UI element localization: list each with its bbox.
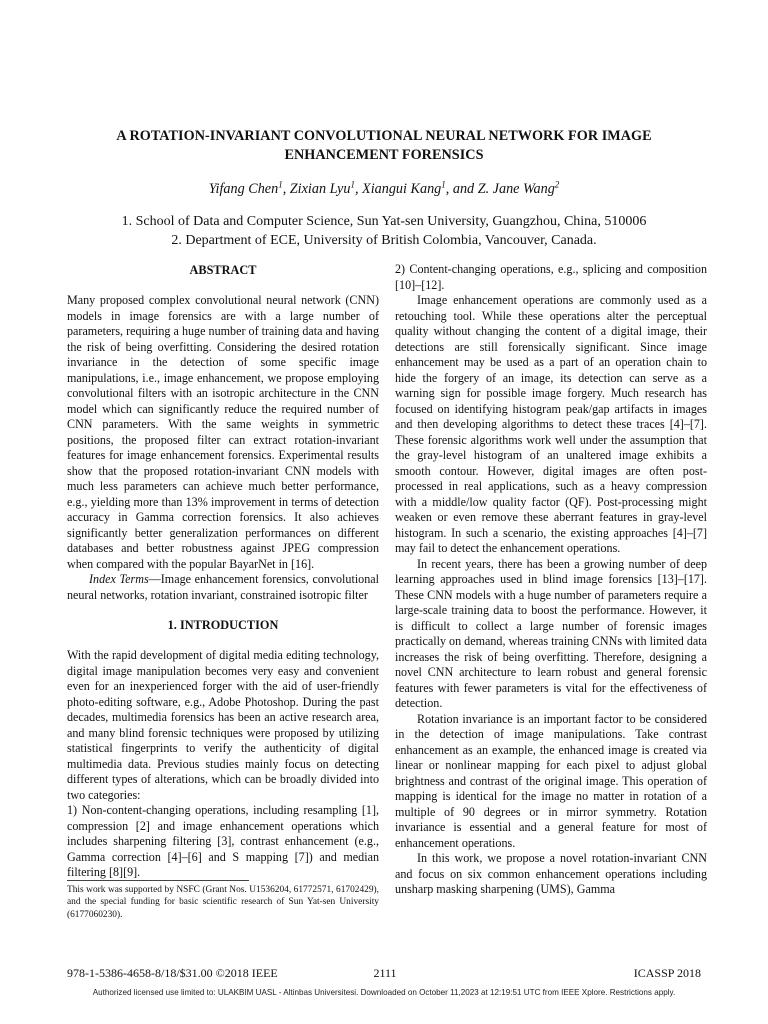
footer-venue: ICASSP 2018 bbox=[633, 966, 701, 980]
footer-page-number: 2111 bbox=[373, 966, 397, 980]
author-separator: , and bbox=[445, 181, 478, 197]
introduction-heading: 1. INTRODUCTION bbox=[167, 618, 279, 632]
affiliation-2: 2. Department of ECE, University of British Colombia, Vancouver, Canada. bbox=[171, 233, 597, 248]
right-column bbox=[395, 262, 707, 898]
left-column bbox=[67, 262, 379, 881]
intro-paragraph-4: Rotation invariance is an important factor to be considered in the detection of image manipulations. Take contrast enhancement as an example, the enhanced image is created via linear or nonlinear mapping for each pixel to adjust global brightness and contrast of the original image. This operation of mapping is identical for the image no matter in rotation of a multiple of 90 degrees or in mirror symmetry. Rotation invariance is essential and a general feature for most of enhancement operations. bbox=[395, 711, 707, 850]
intro-list-item-2: 2) Content-changing operations, e.g., splicing and composition [10]–[12]. bbox=[395, 262, 707, 292]
author-name: Zixian Lyu bbox=[289, 181, 351, 197]
index-terms bbox=[67, 572, 379, 603]
index-terms-label: Index Terms bbox=[89, 572, 149, 586]
footer-isbn: 978-1-5386-4658-8/18/$31.00 ©2018 IEEE bbox=[67, 966, 278, 980]
index-terms-text: —Image enhancement forensics, convolutional neural networks, rotation invariant, constrained isotropic filter bbox=[67, 572, 379, 602]
license-notice: Authorized licensed use limited to: ULAKBIM UASL - Altinbas Universitesi. Downloaded on October 11,2023 at 12:19:51 UTC from IEEE Xplore. Restrictions apply. bbox=[92, 988, 676, 997]
author-affiliation-mark: 1 bbox=[350, 179, 355, 190]
author-list bbox=[60, 180, 708, 199]
author-name: Yifang Chen bbox=[208, 181, 279, 197]
intro-list-item-1: 1) Non-content-changing operations, including resampling [1], compression [2] and image enhancement operations which includes sharpening filtering [3], contrast enhancement (e.g., Gamma correction [4]–[6] and S mapping [7]) and median filtering [8][9]. bbox=[67, 803, 379, 879]
footnote-divider bbox=[67, 880, 249, 881]
intro-paragraph-1: With the rapid development of digital media editing technology, digital image manipulation becomes very easy and convenient even for an inexperienced forger with the aid of user-friendly photo-editing software, e.g., Adobe Photoshop. During the past decades, multimedia forensics has been an active research area, and many blind forensic techniques were proposed by utilizing statistical fingerprints to verify the authenticity of digital multimedia data. Previous studies mainly focus on detecting different types of alterations, which can be broadly divided into two categories: bbox=[67, 648, 379, 802]
paper-title: A ROTATION-INVARIANT CONVOLUTIONAL NEURAL NETWORK FOR IMAGE ENHANCEMENT FORENSICS bbox=[116, 128, 652, 163]
affiliation-1: 1. School of Data and Computer Science, Sun Yat-sen University, Guangzhou, China, 510006 bbox=[121, 214, 647, 229]
intro-paragraph-2: Image enhancement operations are commonly used as a retouching tool. While these operations alter the perceptual quality without changing the content of a digital image, their detections are still forensically significant. Since image enhancement may be used as a part of an operation chain to hide the forgery of an image, its detection can serve as a warning sign for possible image forgery. Much research has focused on identifying histogram peak/gap artifacts in images and then developing algorithms to detect these traces [4]–[7]. These forensic algorithms work well under the assumption that the gray-level histogram of an unaltered image exhibits a smooth contour. However, digital images are often post-processed in real applications, such as a heavy compression with a middle/low quality factor (QF). Post-processing might weaken or even remove these aberrant features in gray-level histogram. In such a scenario, the existing approaches [4]–[7] may fail to detect the enhancement operations. bbox=[395, 293, 707, 555]
author-name: Xiangui Kang bbox=[362, 181, 442, 197]
abstract-heading: ABSTRACT bbox=[189, 263, 257, 277]
intro-paragraph-5: In this work, we propose a novel rotation-invariant CNN and focus on six common enhancement operations including unsharp masking sharpening (UMS), Gamma bbox=[395, 851, 707, 896]
author-separator: , bbox=[354, 181, 363, 197]
abstract-text: Many proposed complex convolutional neural network (CNN) models in image forensics are with a large number of parameters, requiring a huge number of training data and having the risk of being overfitting. Considering the desired rotation invariance in the detection of some specific image manipulations, i.e., image enhancement, we propose employing convolutional filters with an isotropic architecture in the CNN model which can significantly reduce the required number of CNN parameters. With the same weights in symmetric positions, the proposed filter can extract rotation-invariant features for image enhancement forensics. Experimental results show that the proposed rotation-invariant CNN models with much less parameters can achieve much better performance, e.g., yielding more than 13% improvement in terms of detection accuracy in Gamma correction forensics. It also achieves significantly better generalization performances on different databases and better robustness against JPEG compression when compared with the popular BayarNet in [16]. bbox=[67, 293, 379, 571]
author-affiliation-mark: 2 bbox=[554, 179, 560, 190]
author-affiliation-mark: 1 bbox=[441, 179, 446, 190]
author-separator: , bbox=[282, 181, 290, 197]
funding-footnote: This work was supported by NSFC (Grant Nos. U1536204, 61772571, 61702429), and the special funding for basic scientific research of Sun Yat-sen University (6177060230). bbox=[67, 885, 379, 920]
author-affiliation-mark: 1 bbox=[278, 179, 283, 190]
intro-paragraph-3: In recent years, there has been a growing number of deep learning approaches used in blind image forensics [13]–[17]. These CNN models with a huge number of parameters require a large-scale training data to boost the performance. However, it is difficult to collect a large number of forensic images practically on demand, whereas training CNNs with limited data increases the risk of being overfitting. Therefore, designing a novel CNN architecture to learn robust and general forensic features with fewer parameters is vital for the effectiveness of detection. bbox=[395, 556, 707, 710]
author-name: Z. Jane Wang bbox=[477, 181, 555, 197]
